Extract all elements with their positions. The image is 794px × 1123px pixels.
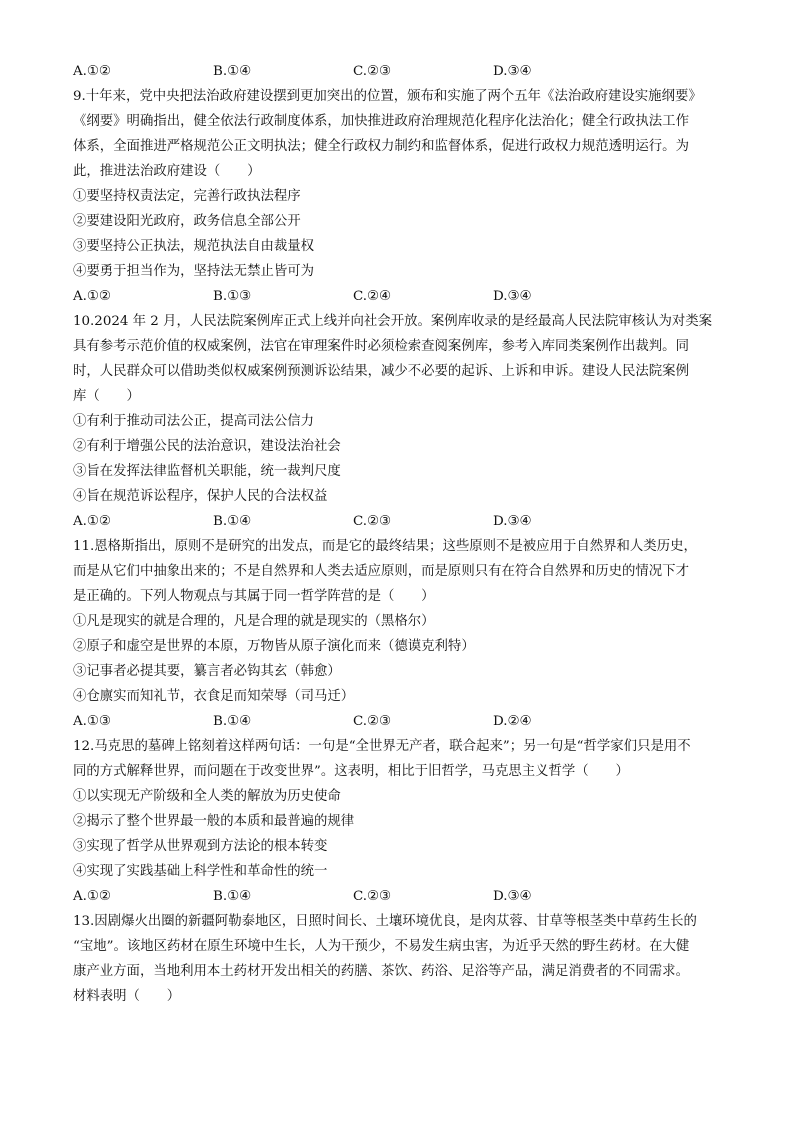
options-row-q11 [73, 713, 723, 731]
q9-item-1: ①要坚持权责法定，完善行政执法程序 [73, 189, 301, 204]
q12-stem-line: 12.马克思的墓碑上铭刻着这样两句话：一句是“全世界无产者，联合起来”；另一句是“哲学家们只是用不 [73, 739, 691, 754]
option-b: B.①③ [213, 289, 252, 304]
q12-item-3: ③实现了哲学从世界观到方法论的根本转变 [73, 839, 328, 854]
q10-stem-line: 时，人民群众可以借助类似权威案例预测诉讼结果，减少不必要的起诉、上诉和申诉。建设人民法院案例 [73, 364, 689, 379]
option-d: D.③④ [493, 514, 532, 529]
q9-item-2: ②要建设阳光政府，政务信息全部公开 [73, 214, 301, 229]
q12-stem-line: 同的方式解释世界，而问题在于改变世界”。这表明，相比于旧哲学，马克思主义哲学（ ） [73, 764, 629, 779]
q10-stem-line: 库（ ） [73, 389, 140, 404]
option-b: B.①④ [213, 714, 252, 729]
option-a: A.①③ [73, 714, 111, 729]
option-b: B.①④ [213, 514, 252, 529]
option-b: B.①④ [213, 64, 252, 79]
q9-stem-line: 此，推进法治政府建设（ ） [73, 164, 261, 179]
option-a: A.①② [73, 289, 111, 304]
option-a: A.①② [73, 889, 111, 904]
q10-item-2: ②有利于增强公民的法治意识，建设法治社会 [73, 439, 341, 454]
q13-stem-line: 康产业方面，当地利用本土药材开发出相关的药膳、茶饮、药浴、足浴等产品，满足消费者的不同需求。 [73, 964, 689, 979]
option-a: A.①② [73, 64, 111, 79]
option-d: D.②④ [493, 714, 532, 729]
option-c: C.②③ [353, 64, 392, 79]
q10-item-3: ③旨在发挥法律监督机关职能，统一裁判尺度 [73, 464, 341, 479]
q12-item-4: ④实现了实践基础上科学性和革命性的统一 [73, 864, 328, 879]
option-b: B.①④ [213, 889, 252, 904]
option-a: A.①② [73, 514, 111, 529]
q13-stem-line: 材料表明（ ） [73, 989, 181, 1004]
q11-item-2: ②原子和虚空是世界的本原，万物皆从原子演化而来（德谟克利特） [73, 639, 475, 654]
q10-item-1: ①有利于推动司法公正，提高司法公信力 [73, 414, 315, 429]
option-c: C.②③ [353, 714, 392, 729]
q11-item-4: ④仓廪实而知礼节，衣食足而知荣辱（司马迁） [73, 689, 355, 704]
q10-item-4: ④旨在规范诉讼程序，保护人民的合法权益 [73, 489, 328, 504]
option-c: C.②③ [353, 514, 392, 529]
q10-stem-line: 10.2024 年 2 月，人民法院案例库正式上线并向社会开放。案例库收录的是经最高人民法院审核认为对类案 [73, 314, 713, 329]
q10-stem-line: 具有参考示范价值的权威案例，法官在审理案件时必须检索查阅案例库，参考入库同类案例作出裁判。同 [73, 339, 689, 354]
q12-item-2: ②揭示了整个世界最一般的本质和最普遍的规律 [73, 814, 355, 829]
options-row-q10 [73, 513, 723, 531]
q9-stem-line: 《纲要》明确指出，健全依法行政制度体系，加快推进政府治理规范化程序化法治化；健全行政执法工作 [73, 114, 689, 129]
q11-stem-line: 而是从它们中抽象出来的；不是自然界和人类去适应原则，而是原则只有在符合自然界和历史的情况下才 [73, 564, 689, 579]
q11-stem-line: 是正确的。下列人物观点与其属于同一哲学阵营的是（ ） [73, 589, 435, 604]
options-row-q12 [73, 888, 723, 906]
option-d: D.③④ [493, 889, 532, 904]
q9-stem-line: 9.十年来，党中央把法治政府建设摆到更加突出的位置，颁布和实施了两个五年《法治政府建设实施纲要》 [73, 89, 702, 104]
q11-stem-line: 11.恩格斯指出，原则不是研究的出发点，而是它的最终结果；这些原则不是被应用于自然界和人类历史， [73, 539, 697, 554]
q11-item-1: ①凡是现实的就是合理的，凡是合理的就是现实的（黑格尔） [73, 614, 435, 629]
option-c: C.②④ [353, 289, 392, 304]
option-c: C.②③ [353, 889, 392, 904]
options-row-q9 [73, 288, 723, 306]
q11-item-3: ③记事者必提其要，纂言者必钩其玄（韩愈） [73, 664, 341, 679]
q9-item-3: ③要坚持公正执法，规范执法自由裁量权 [73, 239, 315, 254]
q9-item-4: ④要勇于担当作为，坚持法无禁止皆可为 [73, 264, 315, 279]
q13-stem-line: “宝地”。该地区药材在原生环境中生长，人为干预少，不易发生病虫害，为近乎天然的野生药材。在大健 [73, 939, 690, 954]
q12-item-1: ①以实现无产阶级和全人类的解放为历史使命 [73, 789, 341, 804]
option-d: D.③④ [493, 289, 532, 304]
q13-stem-line: 13.因剧爆火出圈的新疆阿勒泰地区，日照时间长、土壤环境优良，是肉苁蓉、甘草等根茎类中草药生长的 [73, 914, 697, 929]
option-d: D.③④ [493, 64, 532, 79]
options-row-q8 [73, 63, 723, 81]
q9-stem-line: 体系，全面推进严格规范公正文明执法；健全行政权力制约和监督体系，促进行政权力规范透明运行。为 [73, 139, 689, 154]
